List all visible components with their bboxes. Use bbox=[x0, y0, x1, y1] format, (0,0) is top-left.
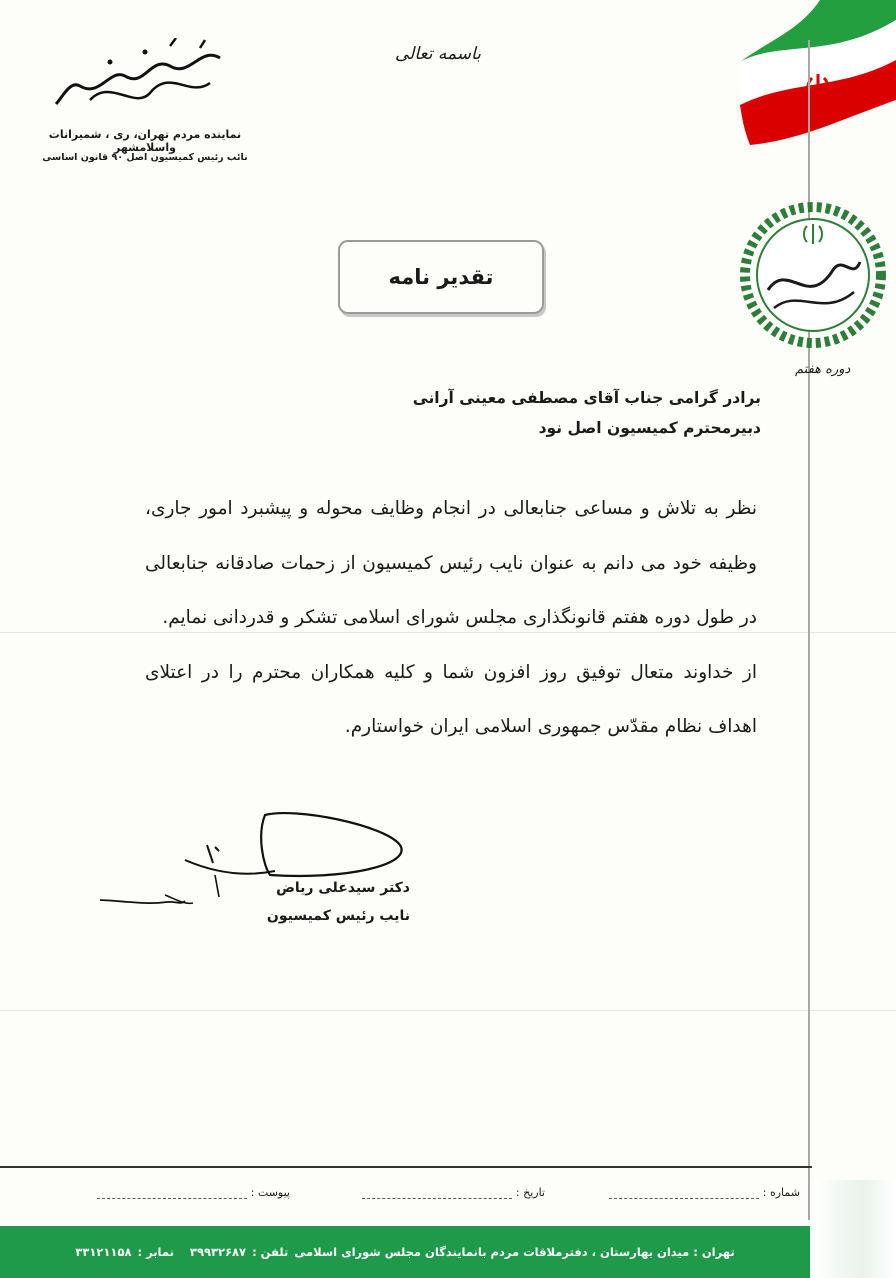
footer-address: تهران : میدان بهارستان ، دفترملاقات مردم بانمایندگان مجلس شورای اسلامی bbox=[294, 1245, 735, 1259]
representative-line: نماینده مردم تهران، ری ، شمیرانات واسلامشهر bbox=[48, 128, 242, 154]
phone-number: ۳۹۹۳۲۶۸۷ bbox=[189, 1245, 247, 1259]
recipient-block bbox=[413, 383, 761, 443]
date-field bbox=[362, 1186, 545, 1199]
name-logo bbox=[50, 38, 230, 118]
fax-label: نمابر : bbox=[137, 1245, 174, 1259]
body-paragraph-2: از خداوند متعال توفیق روز افزون شما و کلیه همکاران محترم را در اعتلای اهداف نظام مقدّس جمهوری اسلامی ایران خواستارم. bbox=[145, 661, 757, 737]
recipient-name: برادر گرامی جناب آقای مصطفی معینی آرانی bbox=[412, 389, 761, 407]
parliament-seal-icon bbox=[738, 200, 888, 350]
signer-name: دکتر سیدعلی ریاض bbox=[276, 880, 410, 896]
footer-address-bar bbox=[0, 1226, 810, 1278]
footer-rule bbox=[0, 1166, 812, 1168]
fax-number: ۳۳۱۲۱۱۵۸ bbox=[75, 1245, 132, 1259]
attachment-label: پیوست : bbox=[250, 1186, 290, 1199]
phone-label: تلفن : bbox=[252, 1245, 289, 1259]
deputy-line: نائب رئیس کمیسیون اصل ۹۰ قانون اساسی bbox=[42, 152, 248, 163]
signer-block bbox=[200, 874, 410, 930]
invocation: باسمه تعالی bbox=[395, 44, 481, 64]
paper-crease bbox=[0, 1010, 896, 1011]
iran-flag-icon bbox=[740, 0, 896, 150]
attachment-field bbox=[97, 1186, 290, 1199]
number-label: شماره : bbox=[762, 1186, 800, 1199]
document-title: تقدیر نامه bbox=[338, 240, 544, 314]
decorative-stripe bbox=[812, 1180, 896, 1278]
letter-body bbox=[145, 482, 757, 755]
number-field bbox=[609, 1186, 800, 1199]
body-paragraph-1: نظر به تلاش و مساعی جنابعالی در انجام وظایف محوله و پیشبرد امور جاری، وظیفه خود می دانم به عنوان نایب رئیس کمیسیون از زحمات صادقانه جنابعالی در طول دوره هفتم قانونگذاری مجلس شورای اسلامی تشکر و قدردانی نمایم. bbox=[145, 498, 757, 628]
term-label: دوره هفتم bbox=[795, 362, 851, 377]
recipient-title: دبیرمحترم کمیسیون اصل نود bbox=[538, 419, 761, 437]
signer-position: نایب رئیس کمیسیون bbox=[266, 908, 410, 924]
date-label: تاریخ : bbox=[515, 1186, 545, 1199]
